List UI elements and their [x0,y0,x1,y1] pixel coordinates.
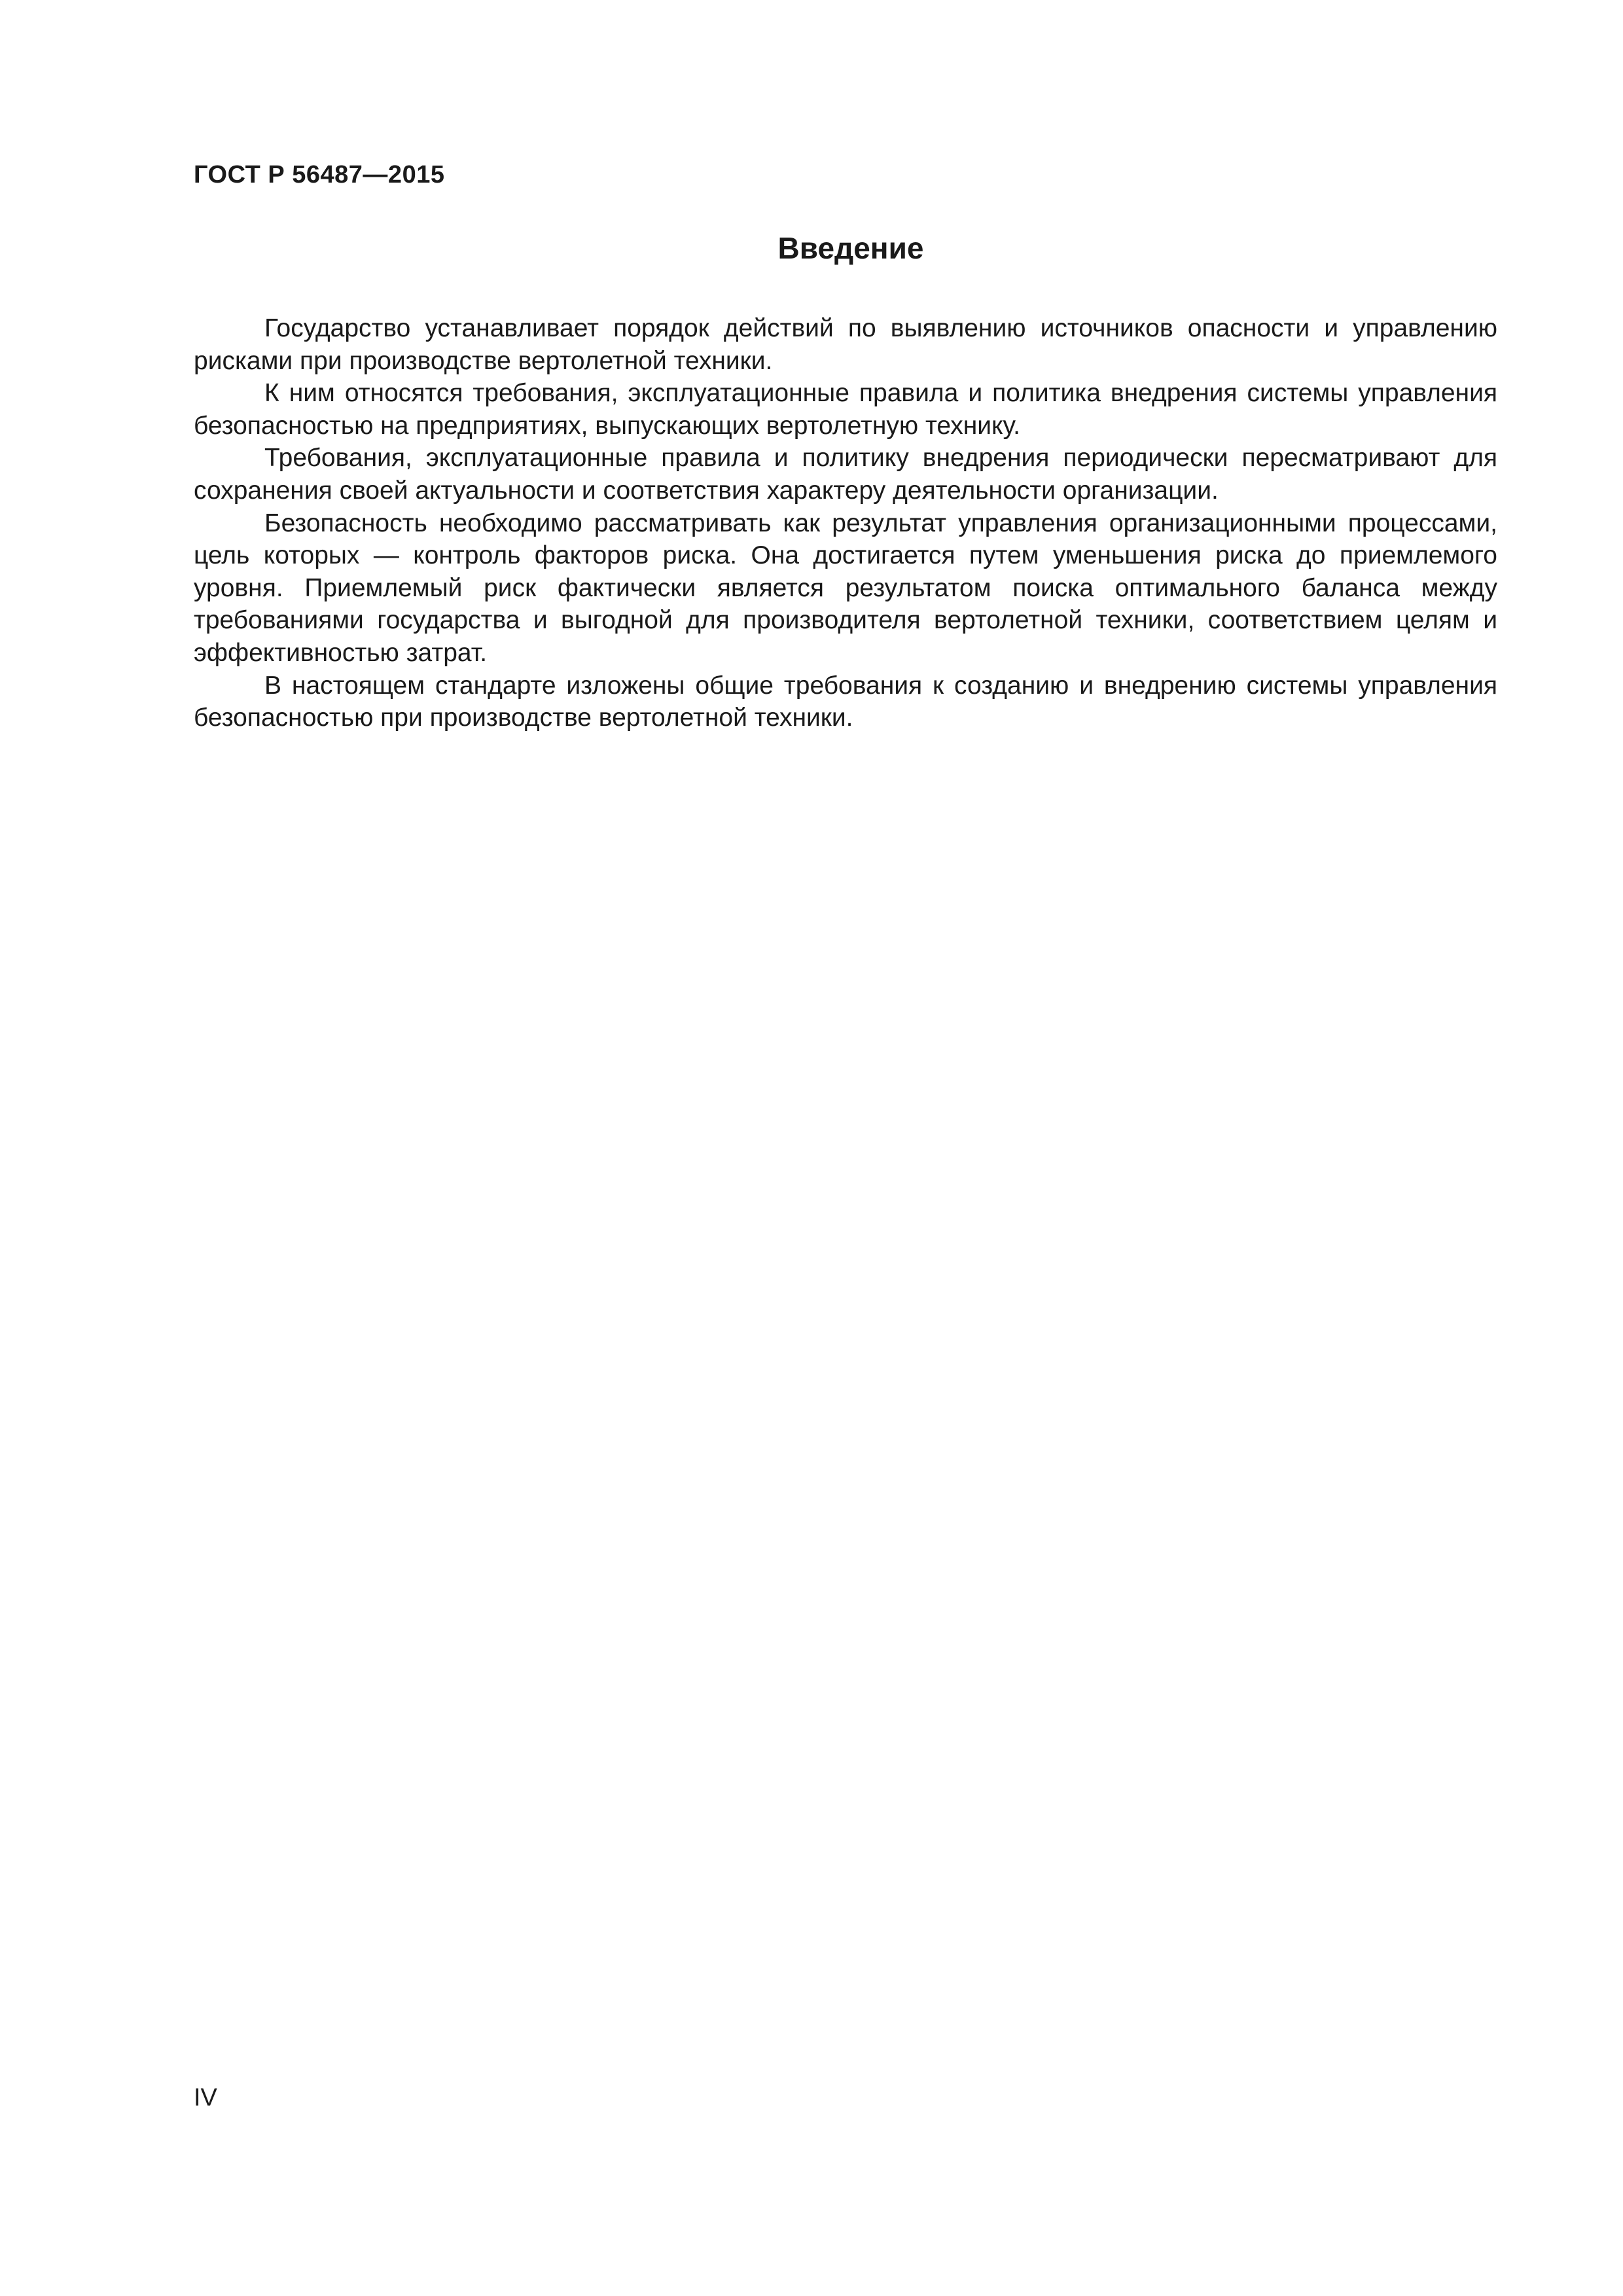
standard-id-header: ГОСТ Р 56487—2015 [194,161,445,188]
paragraph-2: К ним относятся требования, эксплуатационные правила и политика внедрения системы управления безопасностью на предприятиях, выпускающих вертолетную технику. [194,379,1497,440]
introduction-body [194,312,1497,734]
page-number: IV [194,2084,217,2111]
paragraph-1: Государство устанавливает порядок действий по выявлению источников опасности и управлению рисками при производстве вертолетной техники. [194,314,1497,375]
paragraph-4: Безопасность необходимо рассматривать как результат управления организационными процессами, цель которых — контроль факторов риска. Она достигается путем уменьшения риска до приемлемого уровня. Приемлемый риск фактически является результатом поиска оптимального баланса между требованиями государства и выгодной для производителя вертолетной техники, соответствием целям и эффективностью затрат. [194,509,1497,667]
paragraph-5: В настоящем стандарте изложены общие требования к созданию и внедрению системы управления безопасностью при производстве вертолетной техники. [194,671,1497,732]
section-title: Введение [777,231,924,265]
paragraph-3: Требования, эксплуатационные правила и политику внедрения периодически пересматривают для сохранения своей актуальности и соответствия характеру деятельности организации. [194,444,1497,505]
